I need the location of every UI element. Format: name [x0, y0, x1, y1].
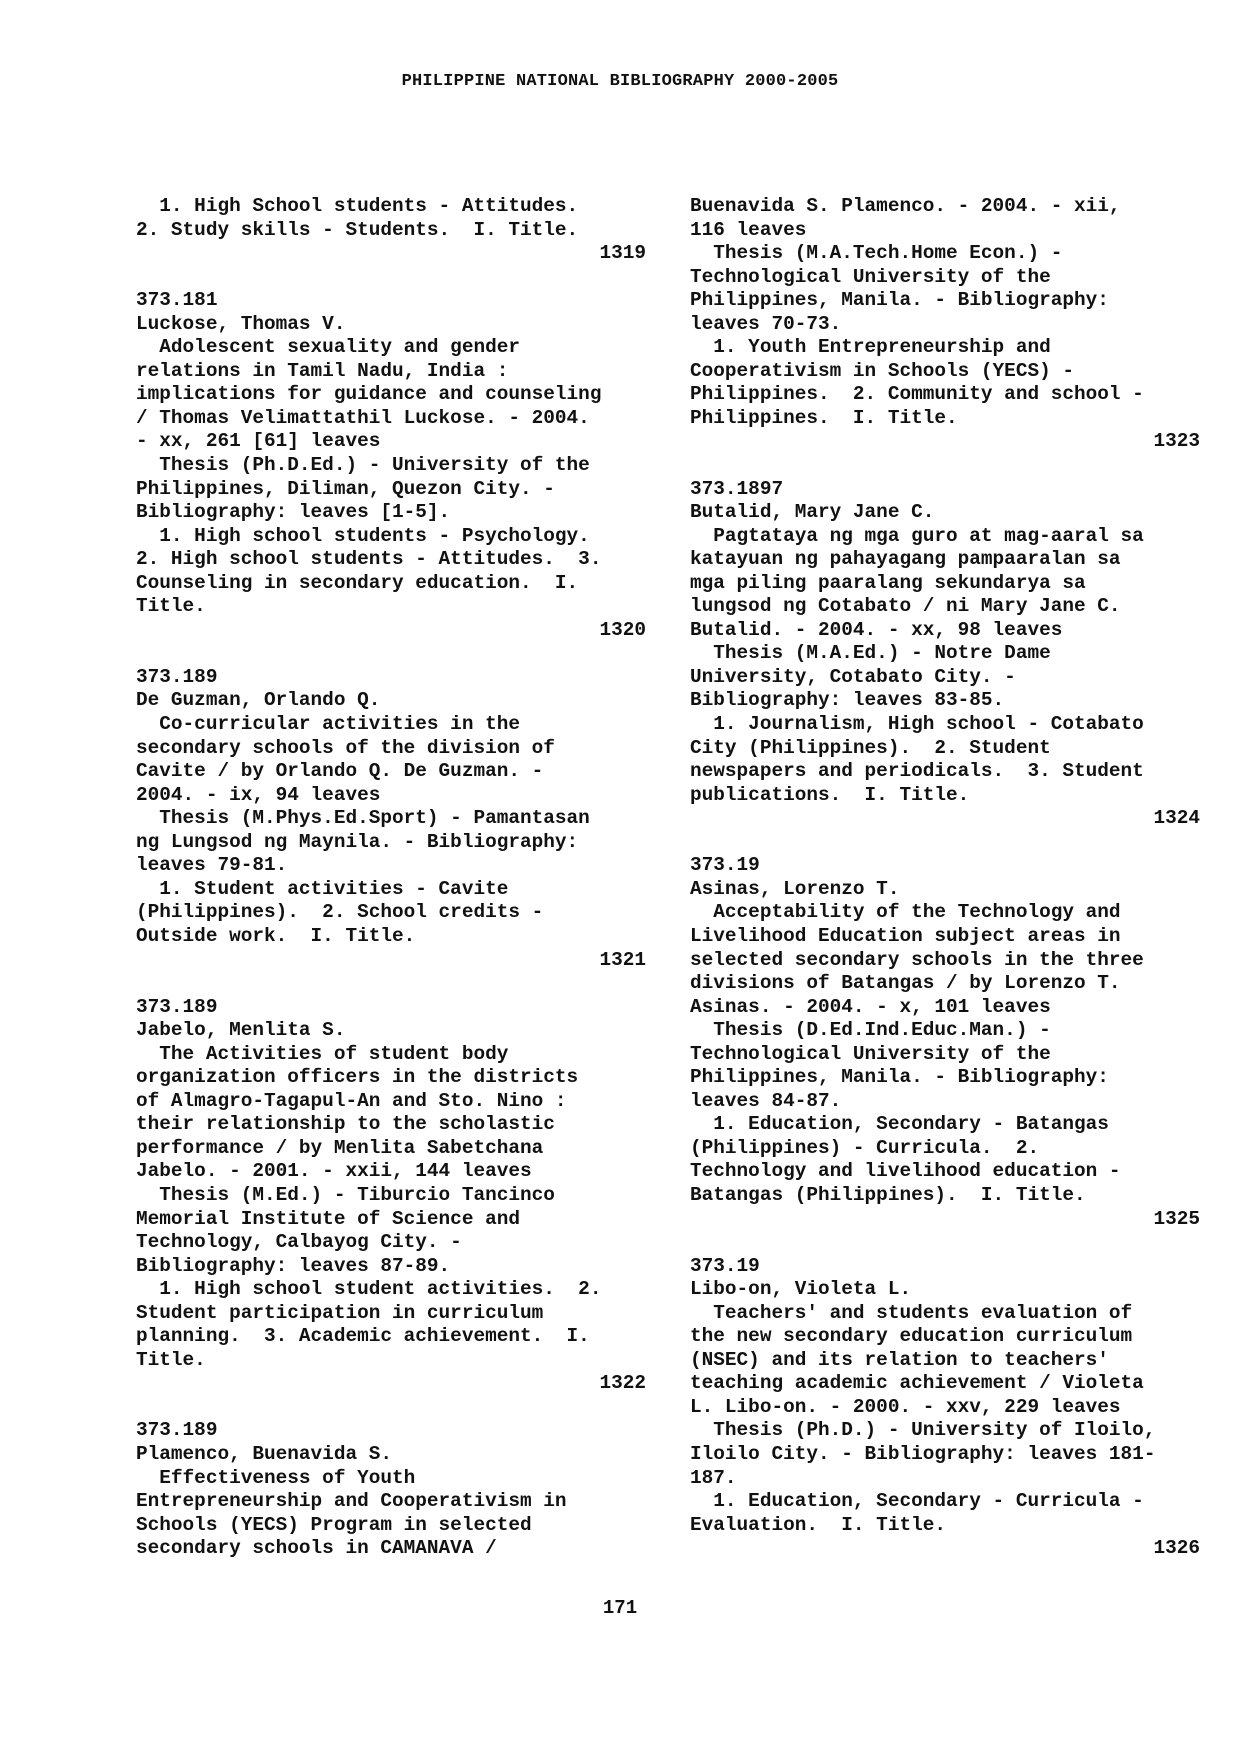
entry-author: Butalid, Mary Jane C.: [690, 501, 935, 524]
entry-line: Bibliography: leaves [1-5].: [136, 501, 451, 524]
entry-author: De Guzman, Orlando Q.: [136, 689, 381, 712]
blank-line: [690, 454, 1200, 478]
entry-line: Cooperativism in Schools (YECS) -: [690, 359, 1074, 382]
entry-number: 1323: [1153, 430, 1200, 453]
entry-number: 1324: [1153, 807, 1200, 830]
blank-line: [136, 1396, 646, 1420]
entry-line: Title.: [136, 595, 206, 618]
entry-line: Batangas (Philippines). I. Title.: [690, 1183, 1086, 1206]
class-number: 373.19: [690, 1254, 760, 1277]
entry-line: Asinas. - 2004. - x, 101 leaves: [690, 995, 1051, 1018]
entry-line: Evaluation. I. Title.: [690, 1513, 946, 1536]
entry-line: Iloilo City. - Bibliography: leaves 181-: [690, 1442, 1156, 1465]
entry-line: City (Philippines). 2. Student: [690, 736, 1051, 759]
entry-line: 2. Study skills - Students. I. Title.: [136, 218, 579, 241]
entry-line: ng Lungsod ng Maynila. - Bibliography:: [136, 830, 579, 853]
entry-line: Teachers' and students evaluation of: [690, 1301, 1133, 1324]
blank-line: [136, 642, 646, 666]
entry-line: organization officers in the districts: [136, 1066, 579, 1089]
entry-line: Technological University of the: [690, 1042, 1051, 1065]
entry-line: Memorial Institute of Science and: [136, 1207, 520, 1230]
entry-line: their relationship to the scholastic: [136, 1113, 555, 1136]
entry-line: implications for guidance and counseling: [136, 383, 602, 406]
entry-line: 1. High school students - Psychology.: [136, 524, 590, 547]
entry-line: publications. I. Title.: [690, 783, 970, 806]
entry-line: lungsod ng Cotabato / ni Mary Jane C.: [690, 595, 1121, 618]
class-number: 373.189: [136, 995, 218, 1018]
entry-author: Plamenco, Buenavida S.: [136, 1442, 392, 1465]
entry-line: Effectiveness of Youth: [136, 1466, 416, 1489]
entry-line: Acceptability of the Technology and: [690, 901, 1121, 924]
entry-line: mga piling paaralang sekundarya sa: [690, 571, 1086, 594]
entry-line: 187.: [690, 1466, 737, 1489]
entry-line: 1. Education, Secondary - Batangas: [690, 1113, 1109, 1136]
entry-line: relations in Tamil Nadu, India :: [136, 359, 509, 382]
entry-line: Thesis (Ph.D.) - University of Iloilo,: [690, 1419, 1156, 1442]
entry-line: 1. Youth Entrepreneurship and: [690, 336, 1051, 359]
entry-line: Counseling in secondary education. I.: [136, 571, 579, 594]
page-number: 171: [602, 1597, 638, 1619]
running-header: PHILIPPINE NATIONAL BIBLIOGRAPHY 2000-2005: [401, 72, 839, 91]
entry-number: 1322: [599, 1372, 646, 1395]
entry-line: 2. High school students - Attitudes. 3.: [136, 548, 602, 571]
entry-line: divisions of Batangas / by Lorenzo T.: [690, 972, 1121, 995]
entry-line: The Activities of student body: [136, 1042, 509, 1065]
entry-line: Thesis (M.A.Ed.) - Notre Dame: [690, 642, 1051, 665]
entry-line: Outside work. I. Title.: [136, 924, 416, 947]
entry-line: selected secondary schools in the three: [690, 948, 1144, 971]
entry-line: Buenavida S. Plamenco. - 2004. - xii,: [690, 195, 1121, 217]
class-number: 373.19: [690, 854, 760, 877]
entry-line: Technology and livelihood education -: [690, 1160, 1121, 1183]
entry-line: University, Cotabato City. -: [690, 665, 1016, 688]
entry-line: L. Libo-on. - 2000. - xxv, 229 leaves: [690, 1395, 1121, 1418]
blank-line: [690, 831, 1200, 855]
entry-line: the new secondary education curriculum: [690, 1325, 1133, 1348]
class-number: 373.181: [136, 289, 218, 312]
entry-line: Livelihood Education subject areas in: [690, 924, 1121, 947]
left-column: [136, 195, 646, 1561]
entry-line: leaves 70-73.: [690, 312, 842, 335]
entry-line: 1. High school student activities. 2.: [136, 1278, 602, 1301]
entry-line: Philippines. 2. Community and school -: [690, 383, 1144, 406]
entry-line: Thesis (D.Ed.Ind.Educ.Man.) -: [690, 1019, 1051, 1042]
entry-line: Philippines. I. Title.: [690, 406, 958, 429]
entry-line: secondary schools in CAMANAVA /: [136, 1537, 497, 1560]
entry-line: Cavite / by Orlando Q. De Guzman. -: [136, 760, 544, 783]
entry-line: Entrepreneurship and Cooperativism in: [136, 1490, 567, 1513]
entry-author: Jabelo, Menlita S.: [136, 1019, 346, 1042]
entry-line: Adolescent sexuality and gender: [136, 336, 520, 359]
entry-number: 1320: [599, 618, 646, 641]
entry-line: Thesis (M.A.Tech.Home Econ.) -: [690, 242, 1063, 265]
entry-line: leaves 84-87.: [690, 1089, 842, 1112]
entry-number: 1326: [1153, 1537, 1200, 1560]
right-column: [690, 195, 1200, 1561]
entry-line: 1. Student activities - Cavite: [136, 877, 509, 900]
entry-line: - xx, 261 [61] leaves: [136, 430, 381, 453]
entry-line: newspapers and periodicals. 3. Student: [690, 760, 1144, 783]
entry-line: Thesis (Ph.D.Ed.) - University of the: [136, 454, 590, 477]
entry-line: Butalid. - 2004. - xx, 98 leaves: [690, 618, 1063, 641]
entry-line: Title.: [136, 1348, 206, 1371]
entry-line: Student participation in curriculum: [136, 1301, 544, 1324]
entry-line: secondary schools of the division of: [136, 736, 555, 759]
entry-line: 1. High School students - Attitudes.: [136, 195, 579, 217]
entry-number: 1325: [1153, 1207, 1200, 1230]
entry-line: Bibliography: leaves 87-89.: [136, 1254, 451, 1277]
entry-line: Philippines, Manila. - Bibliography:: [690, 289, 1109, 312]
entry-line: teaching academic achievement / Violeta: [690, 1372, 1144, 1395]
blank-line: [136, 266, 646, 290]
entry-line: Philippines, Diliman, Quezon City. -: [136, 477, 555, 500]
blank-line: [690, 1231, 1200, 1255]
entry-line: katayuan ng pahayagang pampaaralan sa: [690, 548, 1121, 571]
entry-line: Philippines, Manila. - Bibliography:: [690, 1066, 1109, 1089]
entry-author: Luckose, Thomas V.: [136, 312, 346, 335]
class-number: 373.189: [136, 1419, 218, 1442]
entry-number: 1319: [599, 242, 646, 265]
entry-line: Co-curricular activities in the: [136, 713, 520, 736]
entry-line: leaves 79-81.: [136, 854, 288, 877]
entry-line: Jabelo. - 2001. - xxii, 144 leaves: [136, 1160, 532, 1183]
entry-line: 1. Education, Secondary - Curricula -: [690, 1490, 1144, 1513]
entry-line: Technological University of the: [690, 265, 1051, 288]
class-number: 373.189: [136, 665, 218, 688]
class-number: 373.1897: [690, 477, 784, 500]
entry-line: Technology, Calbayog City. -: [136, 1231, 462, 1254]
entry-line: / Thomas Velimattathil Luckose. - 2004.: [136, 406, 590, 429]
entry-line: 1. Journalism, High school - Cotabato: [690, 713, 1144, 736]
entry-line: 2004. - ix, 94 leaves: [136, 783, 381, 806]
entry-line: (Philippines). 2. School credits -: [136, 901, 544, 924]
entry-line: performance / by Menlita Sabetchana: [136, 1136, 544, 1159]
blank-line: [136, 972, 646, 996]
entry-author: Libo-on, Violeta L.: [690, 1278, 912, 1301]
entry-number: 1321: [599, 948, 646, 971]
entry-line: of Almagro-Tagapul-An and Sto. Nino :: [136, 1089, 567, 1112]
entry-line: Schools (YECS) Program in selected: [136, 1513, 532, 1536]
entry-line: Thesis (M.Phys.Ed.Sport) - Pamantasan: [136, 807, 590, 830]
entry-line: Bibliography: leaves 83-85.: [690, 689, 1005, 712]
entry-line: (NSEC) and its relation to teachers': [690, 1348, 1109, 1371]
entry-line: Thesis (M.Ed.) - Tiburcio Tancinco: [136, 1183, 555, 1206]
entry-line: Pagtataya ng mga guro at mag-aaral sa: [690, 524, 1144, 547]
entry-line: 116 leaves: [690, 218, 807, 241]
entry-author: Asinas, Lorenzo T.: [690, 877, 900, 900]
entry-line: planning. 3. Academic achievement. I.: [136, 1325, 590, 1348]
entry-line: (Philippines) - Curricula. 2.: [690, 1136, 1040, 1159]
